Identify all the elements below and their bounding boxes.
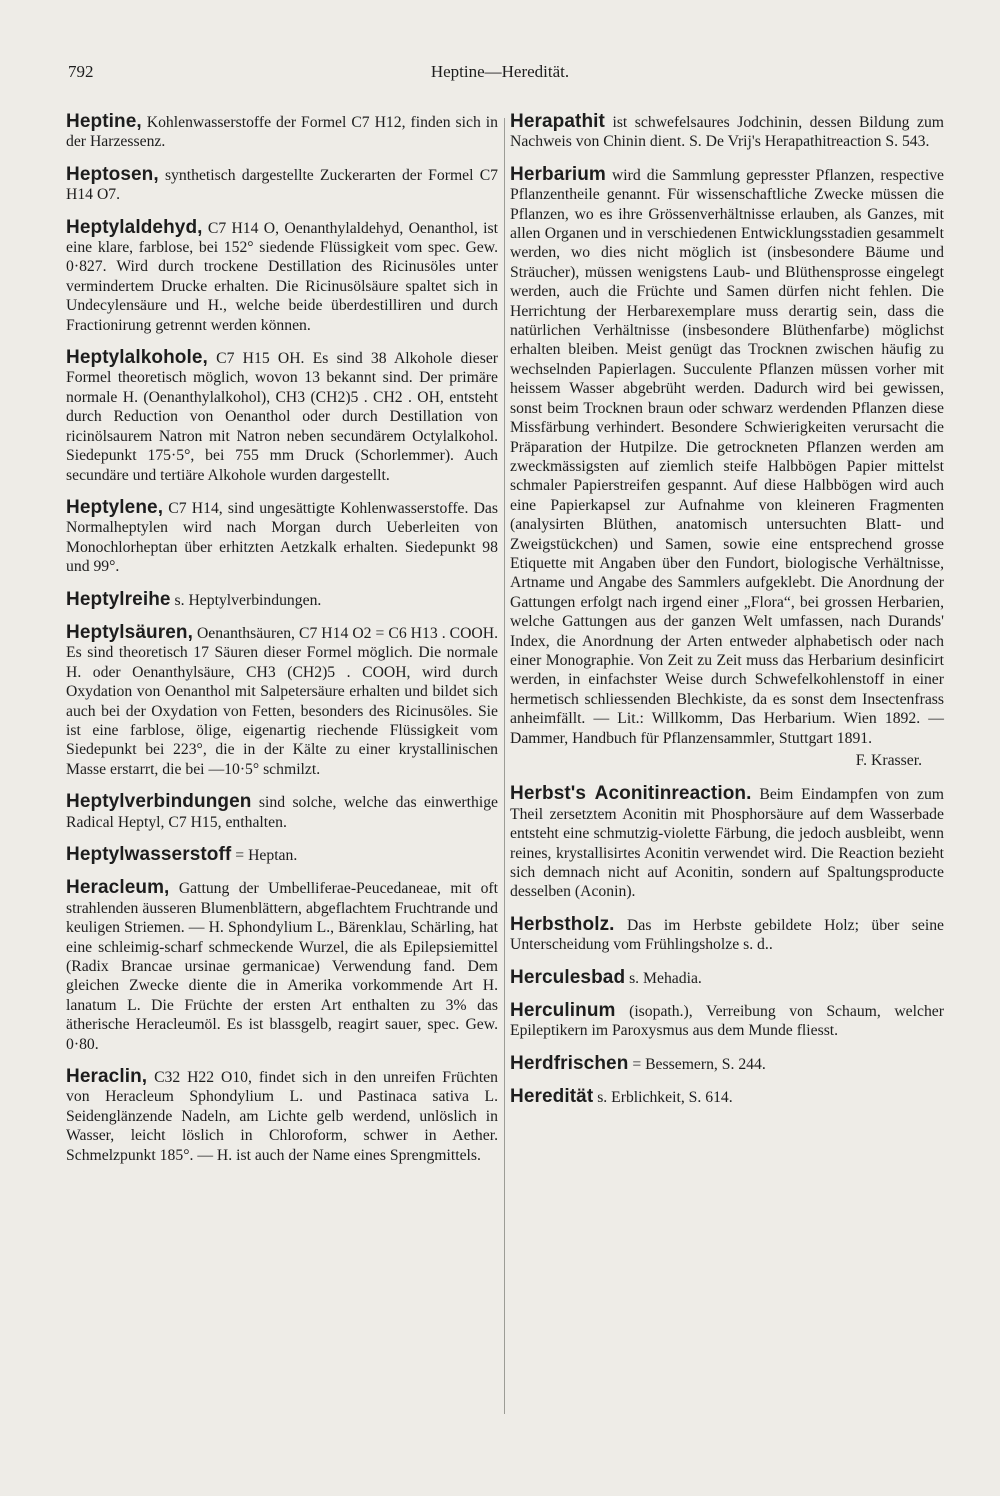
dictionary-entry bbox=[510, 968, 944, 988]
entry-signature: F. Krasser. bbox=[855, 752, 922, 769]
column-divider bbox=[504, 118, 505, 1414]
entry-text: sind solche, welche das einwerthige Radical Heptyl, C7 H15, enthalten. bbox=[66, 794, 499, 831]
dictionary-entry bbox=[510, 112, 944, 152]
entry-headword: Heptine, bbox=[66, 111, 142, 132]
entry-headword: Herdfrischen bbox=[510, 1052, 629, 1074]
entry-headword: Heracleum, bbox=[66, 877, 170, 899]
dictionary-entry bbox=[66, 348, 498, 485]
entry-headword: Heptylsäuren, bbox=[66, 621, 193, 643]
dictionary-entry bbox=[66, 498, 498, 577]
dictionary-entry bbox=[66, 878, 498, 1054]
entry-text: Beim Eindampfen von zum Theil zersetztem Aconitin mit Phosphorsäure auf dem Wasserbade entsteht eine schmutzig-violette Färbung, die jedoch ausbleibt, wenn reines, krystallisirtes Aconitin verwendet wird. Die Reaction bezieht sich demnach nicht auf Aconitin, sondern auf Spaltungsproducte desselben (Aconin). bbox=[510, 786, 945, 901]
entry-text: (isopath.), Verreibung von Schaum, welcher Epileptikern im Paroxysmus aus dem Munde fliesst. bbox=[510, 1003, 944, 1040]
entry-text: C32 H22 O10, findet sich in den unreifen Früchten von Heracleum Sphondylium L. und Pastinaca sativa L. Seidenglänzende Nadeln, am Lichte gelb werdend, unlöslich in Wasser, leicht löslich in Chloroform, schwer in Aether. Schmelzpunkt 185°. — H. ist auch der Name eines Sprengmittels. bbox=[66, 1069, 498, 1164]
dictionary-entry bbox=[510, 1087, 944, 1107]
dictionary-entry bbox=[510, 784, 944, 901]
dictionary-entry bbox=[66, 623, 498, 779]
entry-headword: Herapathit bbox=[510, 111, 605, 132]
entry-text: s. Erblichkeit, S. 614. bbox=[597, 1089, 733, 1107]
entry-text: Kohlenwasserstoffe der Formel C7 H12, finden sich in der Harzessenz. bbox=[66, 114, 499, 151]
dictionary-entry bbox=[66, 165, 498, 205]
entry-text: C7 H14 O, Oenanthylaldehyd, Oenanthol, ist eine klare, farblose, bei 152° siedende Flüssigkeit vom spec. Gew. 0·827. Wird durch trockene Destillation des Ricinusöles unter vermindertem Drucke erhalten. Die Ricinusölsäure spaltet sich in Undecylensäure und H., welche beide überdestilliren und durch Fractionirung getrennt werden können. bbox=[66, 219, 499, 334]
entry-headword: Heptylwasserstoff bbox=[66, 844, 232, 865]
dictionary-entry bbox=[66, 792, 498, 832]
dictionary-entry bbox=[66, 112, 498, 152]
entry-text: C7 H15 OH. Es sind 38 Alkohole dieser Formel theoretisch möglich, wovon 13 bekannt sind. Der primäre normale H. (Oenanthylalkohol), CH3 (CH2)5 . CH2 . OH, entsteht durch Reduction von Oenanthol oder durch Destillation von ricinölsaurem Natron mit Natron neben secundärem Octylalkohol. Siedepunkt 175·5°, bei 755 mm Druck (Schorlemmer). Auch secundäre und tertiäre Alkohole wurden dargestellt. bbox=[66, 350, 499, 484]
page-number: 792 bbox=[68, 62, 94, 81]
right-column bbox=[510, 112, 944, 1121]
entry-text: = Heptan. bbox=[235, 847, 298, 864]
entry-headword: Heptylene, bbox=[66, 496, 164, 518]
dictionary-entry bbox=[510, 915, 944, 955]
entry-text: Das im Herbste gebildete Holz; über seine Unterscheidung vom Frühlingsholze s. d.. bbox=[510, 916, 945, 954]
dictionary-entry bbox=[66, 218, 498, 335]
dictionary-entry bbox=[510, 1054, 944, 1074]
entry-headword: Heptylalkohole, bbox=[66, 347, 208, 369]
entry-headword: Heptylreihe bbox=[66, 588, 171, 610]
dictionary-entry bbox=[66, 590, 498, 610]
entry-text: Gattung der Umbelliferae-Peucedaneae, mit oft strahlenden äusseren Blumenblättern, abgeflachtem Fruchtrande und keuligen Striemen. — H. Sphondylium L., Bärenklau, Schärling, hat eine schleimig-scharf schmeckende Wurzel, die als Epilepsiemittel (Radix Brancae ursinae germanicae) Verwendung fand. Dem gleichen Zwecke diente die in Amerika vorkommende Art H. lanatum L. Die Früchte der ersten Art enthalten zu 3% das ätherische Heracleumöl. Es ist blassgelb, reagirt sauer, spec. Gew. 0·80. bbox=[66, 880, 499, 1053]
entry-text: wird die Sammlung gepresster Pflanzen, respective Pflanzentheile genannt. Für wissenschaftliche Zwecke müssen die Pflanzen, wo es ihre Grössenverhältnisse erlauben, als Ganzes, mit allen Organen und in verschiedenen Entwicklungsstadien gesammelt werden, wo dies nicht möglich ist (insbesondere Bäume und Sträucher), müssen wenigstens Laub- und Blüthensprosse eingelegt werden, auch die Früchte und Samen dürfen nicht fehlen. Die Herrichtung der Herbarexemplare muss derartig sein, dass die natürlichen Verhältnisse (insbesondere Blüthenfarbe) möglichst erhalten bleiben. Meist genügt das Trocknen zwischen häufig zu wechselnden Papierlagen. Succulente Pflanzen müssen vorher mit heissem Wasser abgebrüht werden. Dadurch wird bei gewissen, sonst beim Trocknen braun oder schwarz werdenden Pflanzen diese Missfärbung verhindert. Besondere Schwierigkeiten verursacht die Präparation der Hutpilze. Die getrockneten Pflanzen werden am zweckmässigsten auf ziemlich steife Halbbögen Papier mittelst schmaler Papierstreifen gespannt. Auf diese Halbbögen wird auch eine Papierkapsel zur Aufnahme von kleineren Fragmenten (analysirten Blüthen, anatomisch untersuchten Blatt- und Zweigstückchen) und Samen, sowie eine entsprechend grosse Etiquette mit Angaben über den Fundort, biologische Verhältnisse, Artname und Angabe des Sammlers aufgeklebt. Die Anordnung der Gattungen erfolgt nach irgend einer „Flora“, bei grossen Herbarien, welche Gattungen aus der ganzen Welt umfassen, nach Durands' Index, die Anordnung der Arten entweder alphabetisch oder nach einer Monographie. Von Zeit zu Zeit muss das Herbarium desinficirt werden, in einfachster Weise durch Schwefelkohlenstoff in einer hermetisch schliessenden Blechkiste, da es sonst dem Insectenfrass anheimfällt. — Lit.: Willkomm, Das Herbarium. Wien 1892. — Dammer, Handbuch für Pflanzensammler, Stuttgart 1891. bbox=[510, 166, 944, 747]
entry-text: s. Mehadia. bbox=[629, 969, 702, 987]
entry-headword: Heptylverbindungen bbox=[66, 791, 252, 813]
entry-text: C7 H14, sind ungesättigte Kohlenwasserstoffe. Das Normalheptylen wird nach Morgan durch Ueberleiten von Monochlorheptan über erhitzten Aetzkalk erhalten. Siedepunkt 98 und 99°. bbox=[66, 499, 499, 576]
entry-text: synthetisch dargestellte Zuckerarten der Formel C7 H14 O7. bbox=[66, 166, 498, 204]
entry-headword: Herculesbad bbox=[510, 966, 626, 988]
entry-headword: Herculinum bbox=[510, 1000, 616, 1022]
dictionary-entry bbox=[66, 1067, 498, 1165]
entry-headword: Herbarium bbox=[510, 163, 606, 185]
dictionary-entry bbox=[66, 845, 498, 865]
entry-headword: Heraclin, bbox=[66, 1066, 148, 1088]
dictionary-entry bbox=[510, 165, 944, 748]
dictionary-entry bbox=[510, 1001, 944, 1041]
entry-headword: Heredität bbox=[510, 1086, 594, 1108]
entry-text: Oenanthsäuren, C7 H14 O2 = C6 H13 . COOH. Es sind theoretisch 17 Säuren dieser Formel möglich. Die normale H. oder Oenanthylsäure, CH3 (CH2)5 . COOH, wird durch Oxydation von Oenanthol mit Salpetersäure erhalten und bildet sich auch bei der Oxydation von Fetten, besonders des Ricinusöles. Sie ist eine farblose, ölige, eigenartig riechende Flüssigkeit vom Siedepunkt bei 223°, die in der Kälte zu einer krystallinischen Masse erstarrt, die bei —10·5° schmilzt. bbox=[66, 624, 498, 778]
entry-text: ist schwefelsaures Jodchinin, dessen Bildung zum Nachweis von Chinin dient. S. De Vrij's Herapathitreaction S. 543. bbox=[510, 114, 945, 151]
entry-headword: Heptosen, bbox=[66, 163, 159, 185]
running-head: Heptine—Heredität. bbox=[430, 62, 570, 81]
entry-headword: Herbst's Aconitinreaction. bbox=[510, 783, 752, 805]
entry-text: = Bessemern, S. 244. bbox=[632, 1055, 766, 1073]
left-column bbox=[66, 112, 498, 1178]
entry-headword: Herbstholz. bbox=[510, 913, 615, 935]
entry-headword: Heptylaldehyd, bbox=[66, 216, 203, 238]
page-header bbox=[68, 62, 932, 88]
entry-text: s. Heptylverbindungen. bbox=[174, 591, 322, 609]
